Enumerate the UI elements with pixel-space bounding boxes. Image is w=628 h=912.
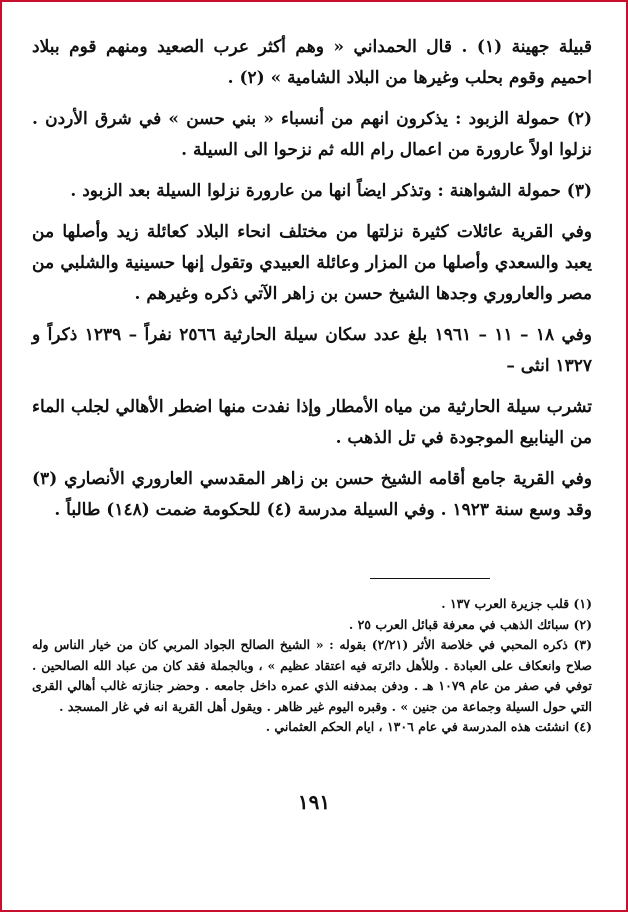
main-text <box>32 32 592 536</box>
footnote-2: (٢) سبائك الذهب في معرفة قبائل العرب ٢٥ . <box>348 616 592 632</box>
footnote-3: (٣) ذكره المحبي في خلاصة الأثر (٢/٢١) بقوله : « الشيخ الصالح الجواد المربي كان من خيار الناس وله صلاح وانعكاف على العبادة . وللأهل دائرته فيه اعتقاد عظيم » ، وبالجملة فقد كان من عباد الله الصالحين . توفي في صفر من عام ١٠٧٩ هـ . ودفن بمدفنه الذي عمره داخل جامعه . وحضر جنازته غالب أهالي القرى التي حول السيلة وجماعة من جنين » . وقبره اليوم غير ظاهر . ويقول أهل القرية انه في غار المسجد . <box>32 637 592 714</box>
footnote-1: (١) قلب جزيرة العرب ١٣٧ . <box>441 596 592 611</box>
paragraph-juhayna: قبيلة جهينة (١) . قال الحمداني « وهم أكثر عرب الصعيد ومنهم قوم ببلاد احميم وقوم بحلب وغيرها من البلاد الشامية » (٢) . <box>32 37 592 88</box>
paragraph-zubud: (٢) حمولة الزبود : يذكرون انهم من أنسباء « بني حسن » في شرق الأردن . نزلوا اولاً عارورة من اعمال رام الله ثم نزحوا الى السيلة . <box>32 109 592 160</box>
paragraph-shawahna: (٣) حمولة الشواهنة : وتذكر ايضاً انها من عارورة نزلوا السيلة بعد الزبود . <box>70 181 592 201</box>
footnotes <box>32 594 592 738</box>
paragraph-families: وفي القرية عائلات كثيرة نزلتها من مختلف انحاء البلاد كعائلة زيد وأصلها من يعبد والسعدي وأصلها من المزار وعائلة العبيدي وتقول إنها حسينية والشلبي من مصر والعاروري وجدها الشيخ حسن بن زاهر الآتي ذكره وغيرهم . <box>32 222 592 304</box>
footnote-4: (٤) انشئت هذه المدرسة في عام ١٣٠٦ ، ايام الحكم العثماني . <box>265 719 592 734</box>
page-number: ١٩١ <box>297 790 331 814</box>
paragraph-mosque-school: وفي القرية جامع أقامه الشيخ حسن بن زاهر المقدسي العاروري الأنصاري (٣) وقد وسع سنة ١٩٢٣ . وفي السيلة مدرسة (٤) للحكومة ضمت (١٤٨) طالباً . <box>32 469 592 520</box>
paragraph-population: وفي ١٨ – ١١ – ١٩٦١ بلغ عدد سكان سيلة الحارثية ٢٥٦٦ نفراً – ١٢٣٩ ذكراً و ١٣٢٧ انثى – <box>32 325 592 376</box>
footnote-separator <box>370 578 490 579</box>
paragraph-water: تشرب سيلة الحارثية من مياه الأمطار وإذا نفدت منها اضطر الأهالي لجلب الماء من الينابيع الموجودة في تل الذهب . <box>32 397 592 448</box>
